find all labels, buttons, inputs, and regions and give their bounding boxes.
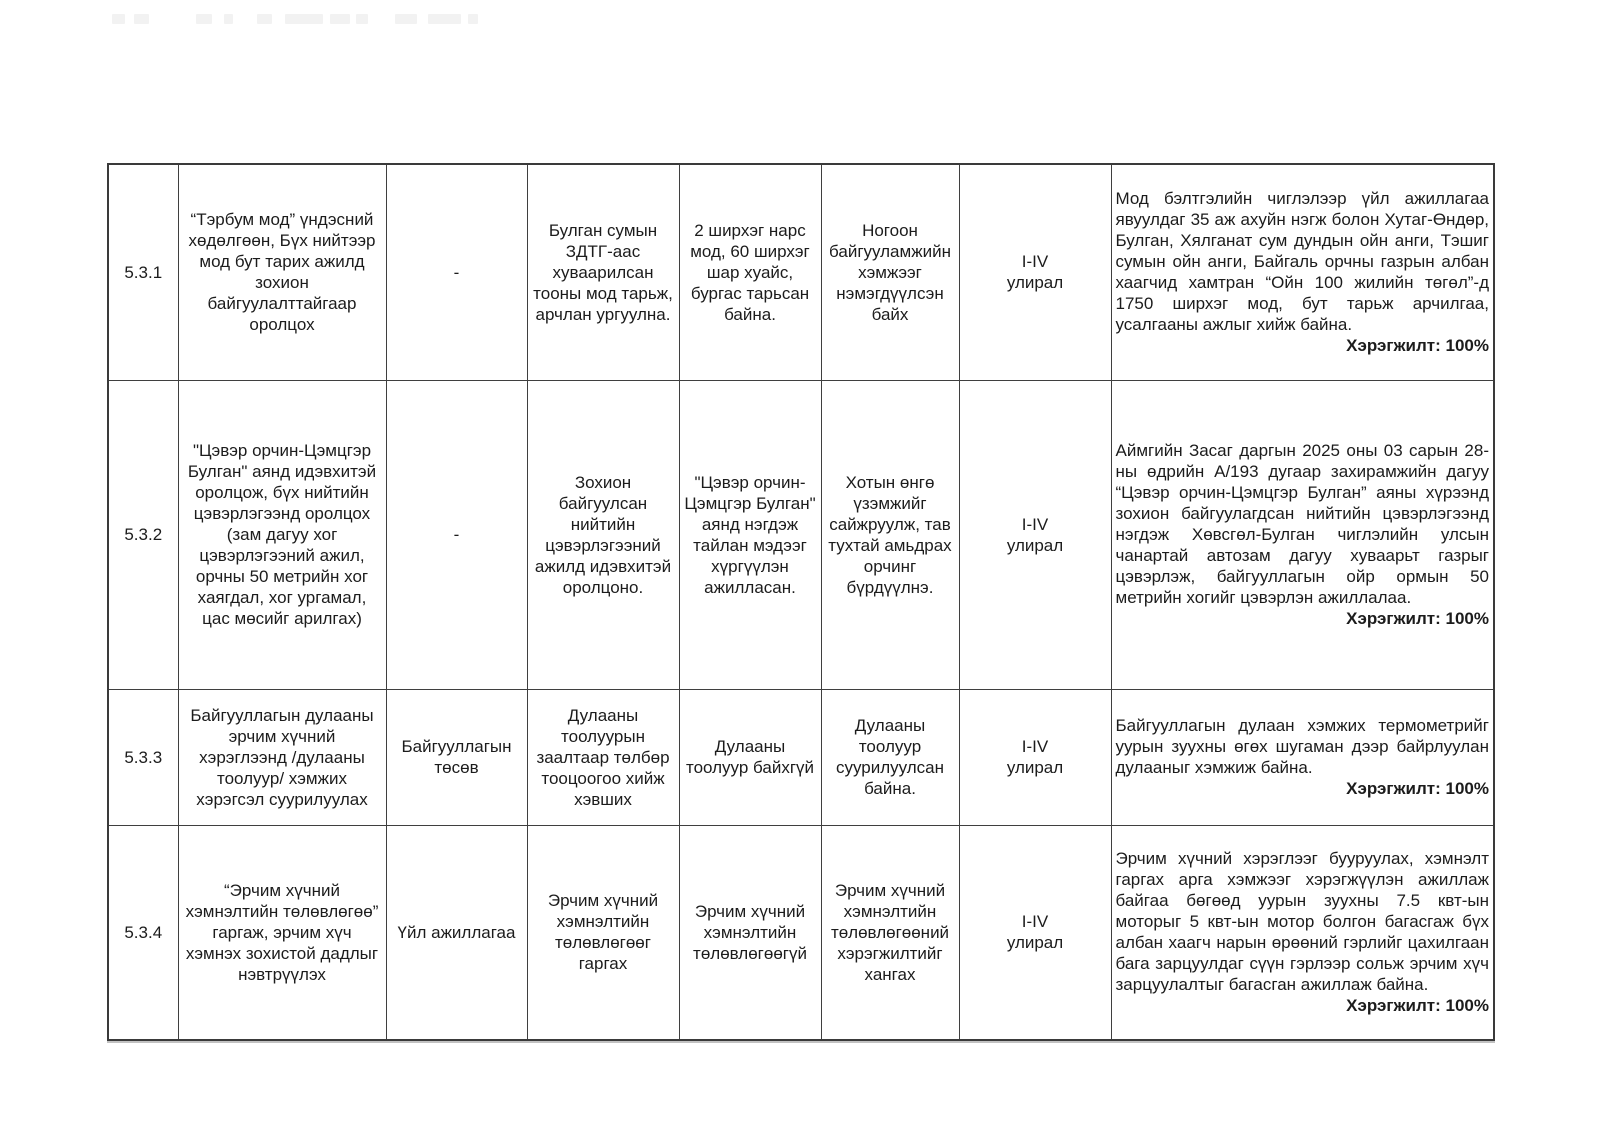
cell-activity: "Цэвэр орчин-Цэмцгэр Булган" аянд идэвхитэй оролцож, бүх нийтийн цэвэрлэгээнд оролцох (зам дагуу хог цэвэрлэгээний ажил, орчны 50 метрийн хог хаягдал, хог ургамал, цас мөсийг арилгах) — [178, 380, 386, 689]
cell-baseline: 2 ширхэг нарс мод, 60 ширхэг шар хуайс, бургас тарьсан байна. — [679, 164, 821, 380]
table-row — [108, 164, 1494, 380]
implementation-label: Хэрэгжилт: 100% — [1346, 779, 1489, 798]
cell-baseline: Эрчим хүчний хэмнэлтийн төлөвлөгөөгүй — [679, 825, 821, 1040]
activity-report-table — [107, 163, 1495, 1041]
cell-plan: Зохион байгуулсан нийтийн цэвэрлэгээний ажилд идэвхитэй оролцоно. — [527, 380, 679, 689]
cell-result — [1111, 825, 1494, 1040]
implementation-label: Хэрэгжилт: 100% — [1346, 996, 1489, 1016]
result-text: Эрчим хүчний хэрэглээг бууруулах, хэмнэлт гаргах арга хэмжээг хэрэгжүүлэн ажиллаж байгаа бөгөөд уурын зуухны 7.5 квт-ын моторыг 5 квт-ын мотор болгон багасгаж бүх албан хаагч нарын өрөөний гэрлийг цахилгаан бага зарцуулдаг сүүн гэрлээр сольж эрчим хүч зарцуулалтыг багасган ажиллаж байна. — [1115, 849, 1489, 995]
result-text: Мод бэлтгэлийн чиглэлээр үйл ажиллагаа явуулдаг 35 аж ахуйн нэгж болон Хутаг-Өндөр, Булган, Хялганат сум дундын ойн анги, Тэшиг сумын ойн анги, Байгаль орчны газрын албан хаагчид хамтран “Ойн 100 жилийн төгөл”-д 1750 ширхэг мод, бут тарьж арчилгаа, усалгааны ажлыг хийж байна. — [1115, 189, 1489, 335]
cell-funding: - — [386, 380, 527, 689]
cell-activity: Байгууллагын дулааны эрчим хүчний хэрэглээнд /дулааны тоолуур/ хэмжих хэрэгсэл суурилуулах — [178, 689, 386, 825]
table-row — [108, 380, 1494, 689]
cell-index: 5.3.2 — [108, 380, 178, 689]
cell-period: I-IV улирал — [959, 164, 1111, 380]
cell-index: 5.3.4 — [108, 825, 178, 1040]
result-text: Аймгийн Засаг даргын 2025 оны 03 сарын 28-ны өдрийн А/193 дугаар захирамжийн дагуу “Цэвэр орчин-Цэмцгэр Булган” аяны хүрээнд зохион байгуулагдсан нийтийн цэвэрлэгээнд нэгдэж Хөвсгөл-Булган чиглэлийн улсын чанартай автозам дагуу хуваарьт газрыг цэвэрлэж, байгууллагын ойр ормын 50 метрийн хогийг цэвэрлэн ажиллалаа. — [1115, 441, 1489, 607]
cell-baseline: "Цэвэр орчин-Цэмцгэр Булган" аянд нэгдэж тайлан мэдээг хүргүүлэн ажилласан. — [679, 380, 821, 689]
cell-target: Дулааны тоолуур суурилуулсан байна. — [821, 689, 959, 825]
implementation-label: Хэрэгжилт: 100% — [1346, 336, 1489, 356]
cell-target: Ногоон байгууламжийн хэмжээг нэмэгдүүлсэн байх — [821, 164, 959, 380]
cell-funding: Үйл ажиллагаа — [386, 825, 527, 1040]
cell-funding: - — [386, 164, 527, 380]
cell-result — [1111, 689, 1494, 825]
table-row — [108, 825, 1494, 1040]
cell-index: 5.3.1 — [108, 164, 178, 380]
cell-period: I-IV улирал — [959, 825, 1111, 1040]
cell-activity: “Тэрбум мод” үндэсний хөдөлгөөн, Бүх нийтээр мод бут тарих ажилд зохион байгуулалттайгаар оролцох — [178, 164, 386, 380]
cell-baseline: Дулааны тоолуур байхгүй — [679, 689, 821, 825]
implementation-label: Хэрэгжилт: 100% — [1346, 609, 1489, 628]
cell-funding: Байгууллагын төсөв — [386, 689, 527, 825]
cell-plan: Булган сумын ЗДТГ-аас хуваарилсан тооны мод тарьж, арчлан ургуулна. — [527, 164, 679, 380]
cell-activity: “Эрчим хүчний хэмнэлтийн төлөвлөгөө” гаргаж, эрчим хүч хэмнэх зохистой дадлыг нэвтрүүлэх — [178, 825, 386, 1040]
cell-result — [1111, 164, 1494, 380]
cell-plan: Эрчим хүчний хэмнэлтийн төлөвлөгөөг гаргах — [527, 825, 679, 1040]
table-row — [108, 689, 1494, 825]
cell-result — [1111, 380, 1494, 689]
cell-period: I-IV улирал — [959, 689, 1111, 825]
cell-period: I-IV улирал — [959, 380, 1111, 689]
result-text: Байгууллагын дулаан хэмжих термометрийг уурын зуухны өгөх шугаман дээр байрлуулан дулааныг хэмжиж байна. — [1115, 716, 1489, 777]
cell-target: Эрчим хүчний хэмнэлтийн төлөвлөгөөний хэрэгжилтийг хангах — [821, 825, 959, 1040]
cell-target: Хотын өнгө үзэмжийг сайжруулж, тав тухтай амьдрах орчинг бүрдүүлнэ. — [821, 380, 959, 689]
cell-index: 5.3.3 — [108, 689, 178, 825]
cell-plan: Дулааны тоолуурын заалтаар төлбөр тооцоогоо хийж хэвших — [527, 689, 679, 825]
bleed-through-artifact — [0, 14, 1600, 25]
